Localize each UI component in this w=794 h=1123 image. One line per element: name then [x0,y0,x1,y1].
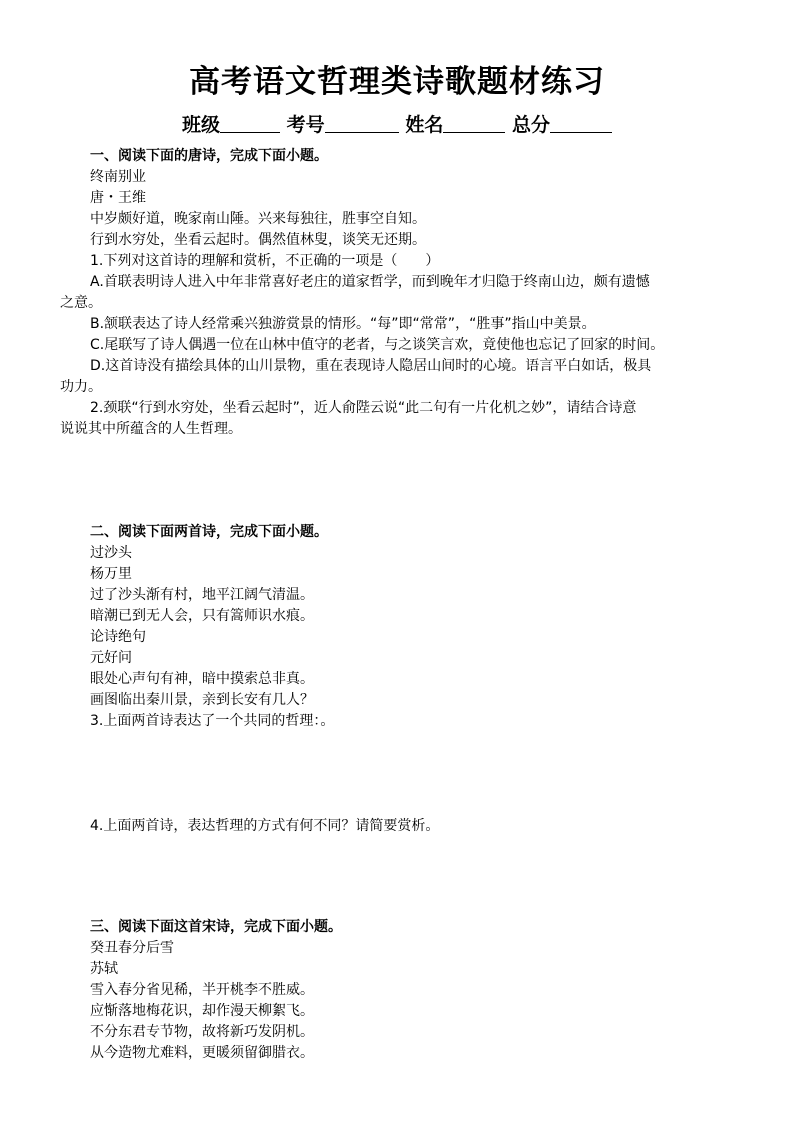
section2-poem1-line: 暗潮已到无人会，只有篙师识水痕。 [90,608,314,624]
question-1-option-d: D.这首诗没有描绘具体的山川景物，重在表现诗人隐居山间时的心境。语言平白如话，极具 [90,358,652,374]
section2-poem1-line: 过了沙头渐有村，地平江阔气清温。 [90,587,314,603]
question-1-option-a: A.首联表明诗人进入中年非常喜好老庄的道家哲学，而到晚年才归隐于终南山边，颇有遗憾 [90,274,650,290]
section3-heading: 三、阅读下面这首宋诗，完成下面小题。 [90,919,342,935]
section1-poem-title: 终南别业 [90,169,146,185]
question-1-option-b: B.颔联表达了诗人经常乘兴独游赏景的情形。“每”即“常常”，“胜事”指山中美景。 [90,316,596,332]
name-blank[interactable] [443,112,505,133]
section3-poem-author: 苏轼 [90,961,118,977]
number-label: 考号 [286,114,325,136]
question-4-stem: 4.上面两首诗，表达哲理的方式有何不同？请简要赏析。 [90,818,440,834]
section3-poem-line: 从今造物尤难料，更暖须留御腊衣。 [90,1045,314,1061]
section2-poem2-title: 论诗绝句 [90,629,146,645]
question-3-stem: 3.上面两首诗表达了一个共同的哲理：。 [90,713,335,729]
section3-poem-line: 不分东君专节物，故将新巧发阴机。 [90,1024,314,1040]
name-label: 姓名 [405,114,444,136]
question-1-option-c: C.尾联写了诗人偶遇一位在山林中值守的老者，与之谈笑言欢，竟使他也忘记了回家的时间。 [90,337,665,353]
class-blank[interactable] [220,112,280,133]
section3-poem-line: 雪入春分省见稀，半开桃李不胜威。 [90,982,314,998]
student-info-row [0,111,794,139]
page-title: 高考语文哲理类诗歌题材练习 [189,64,605,100]
section2-poem2-line: 眼处心声句有神，暗中摸索总非真。 [90,671,314,687]
section3-poem-title: 癸丑春分后雪 [90,940,174,956]
section2-poem2-author: 元好问 [90,650,132,666]
section1-poem-author: 唐・王维 [90,190,146,206]
question-1-stem: 1.下列对这首诗的理解和赏析，不正确的一项是（ ） [90,253,440,269]
section2-heading: 二、阅读下面两首诗，完成下面小题。 [90,524,328,540]
question-1-option-d-cont: 功力。 [60,379,102,395]
question-2-stem: 2.颈联“行到水穷处，坐看云起时”，近人俞陛云说“此二句有一片化机之妙”，请结合诗意 [90,400,637,416]
question-2-stem-cont: 说说其中所蕴含的人生哲理。 [60,421,242,437]
question-1-option-a-cont: 之意。 [60,295,102,311]
section2-poem1-title: 过沙头 [90,545,132,561]
score-label: 总分 [511,114,550,136]
class-label: 班级 [182,114,221,136]
number-blank[interactable] [325,112,399,133]
section1-heading: 一、阅读下面的唐诗，完成下面小题。 [90,148,328,164]
score-blank[interactable] [550,112,612,133]
section1-poem-line: 中岁颇好道，晚家南山陲。兴来每独往，胜事空自知。 [90,211,426,227]
section1-poem-line: 行到水穷处，坐看云起时。偶然值林叟，谈笑无还期。 [90,232,426,248]
section3-poem-line: 应惭落地梅花识，却作漫天柳絮飞。 [90,1003,314,1019]
section2-poem2-line: 画图临出秦川景，亲到长安有几人？ [90,692,314,708]
section2-poem1-author: 杨万里 [90,566,132,582]
